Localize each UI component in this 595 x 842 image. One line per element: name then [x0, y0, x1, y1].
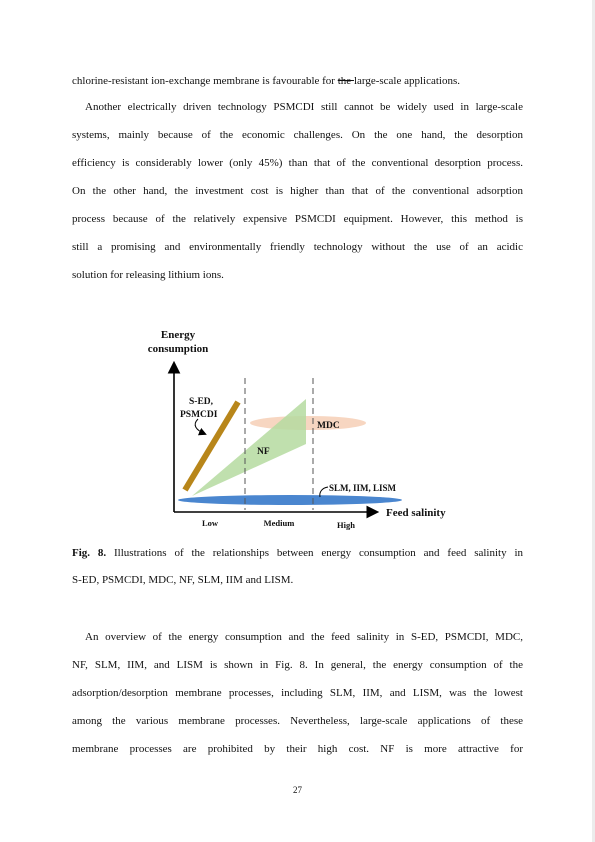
page-number: 27	[293, 785, 302, 795]
text-line: An overview of the energy consumption and the feed salinity in S-ED, PSMCDI, MDC,	[85, 631, 523, 643]
text-line: efficiency is considerably lower (only 45%) than that of the conventional desorption process.	[72, 157, 523, 169]
text-line: NF, SLM, IIM, and LISM is shown in Fig. 8. In general, the energy consumption of the	[72, 659, 523, 671]
x-axis-label: Feed salinity	[386, 507, 446, 519]
text-line: adsorption/desorption membrane processes, including SLM, IIM, and LISM, was the lowest	[72, 687, 523, 699]
figure-diagram	[130, 322, 470, 532]
mdc-label: MDC	[317, 421, 340, 431]
caption-line: S-ED, PSMCDI, MDC, NF, SLM, IIM and LISM.	[72, 574, 294, 586]
text-line: On the other hand, the investment cost is higher than that of the conventional adsorption	[72, 185, 523, 197]
text-line: still a promising and environmentally friendly technology without the use of an acidic	[72, 241, 523, 253]
caption-text: Illustrations of the relationships between energy consumption and feed salinity in	[106, 547, 524, 559]
figure-8	[130, 322, 470, 532]
text-span: chlorine-resistant ion-exchange membrane is favourable for	[72, 75, 338, 87]
psmcdi-label: PSMCDI	[180, 410, 218, 420]
text-line	[72, 74, 523, 88]
struck-text: the	[337, 75, 354, 87]
y-axis-label: Energy	[160, 329, 196, 341]
text-span: large-scale applications.	[353, 75, 461, 87]
nf-label: NF	[257, 447, 270, 457]
sed-pointer-arrow	[195, 419, 205, 434]
x-tick-label: High	[337, 520, 355, 530]
text-line: process because of the relatively expensive PSMCDI equipment. However, this method is	[72, 213, 523, 225]
y-axis-label: consumption	[147, 343, 209, 355]
x-tick-label: Medium	[263, 518, 295, 528]
caption-line	[72, 546, 523, 560]
caption-label: Fig. 8.	[72, 547, 107, 559]
slm-iim-lism-region	[178, 495, 402, 505]
text-line: among the various membrane processes. Nevertheless, large-scale applications of these	[72, 715, 523, 727]
text-line: Another electrically driven technology PSMCDI still cannot be widely used in large-scale	[85, 101, 523, 113]
slm-iim-lism-label: SLM, IIM, LISM	[329, 483, 397, 493]
sed-label: S-ED,	[189, 397, 214, 407]
text-line: membrane processes are prohibited by their high cost. NF is more attractive for	[72, 743, 523, 755]
text-line: solution for releasing lithium ions.	[72, 269, 224, 281]
x-tick-label: Low	[201, 518, 219, 528]
mdc-region	[250, 416, 366, 430]
text-line: systems, mainly because of the economic challenges. On the one hand, the desorption	[72, 129, 523, 141]
